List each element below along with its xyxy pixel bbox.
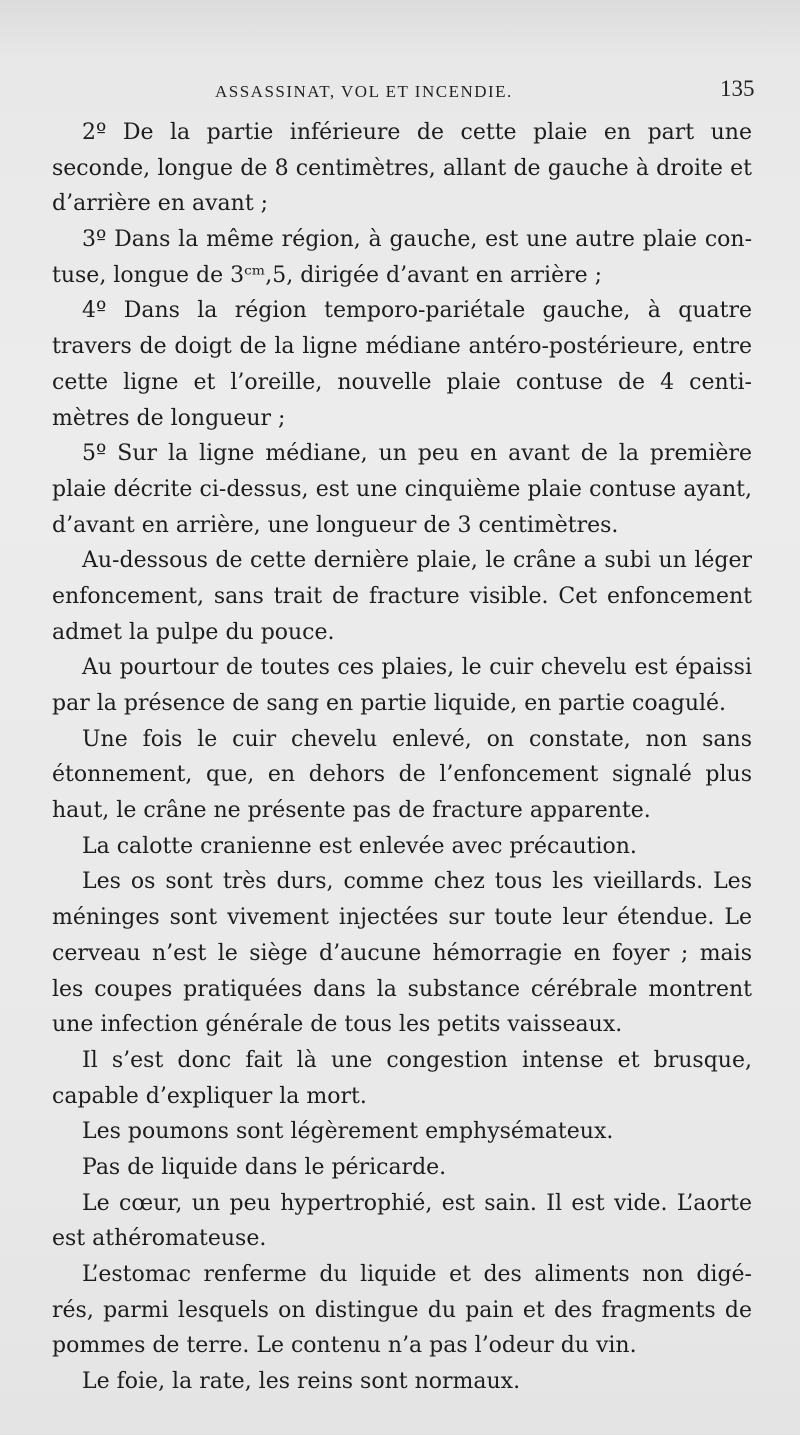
text-line: est athéromateuse. xyxy=(52,1226,267,1252)
text-line: tuse, longue de 3ᶜᵐ,5, dirigée d’avant en arrière ; xyxy=(52,262,603,288)
text-line: cette ligne et l’oreille, nouvelle plaie contuse de 4 centi- xyxy=(52,369,752,395)
text-line: capable d’expliquer la mort. xyxy=(52,1083,367,1109)
text-line: une infection générale de tous les petits vaisseaux. xyxy=(52,1012,623,1038)
text-line: 2º De la partie inférieure de cette plaie en part une xyxy=(82,120,752,145)
page-number: 135 xyxy=(720,76,755,101)
text-line: d’arrière en avant ; xyxy=(52,191,269,217)
text-line: méninges sont vivement injectées sur toute leur étendue. Le xyxy=(52,905,752,931)
text-line: Au pourtour de toutes ces plaies, le cuir chevelu est épaissi xyxy=(82,655,752,681)
running-head: ASSASSINAT, VOL ET INCENDIE. xyxy=(215,82,513,101)
text-line: Le foie, la rate, les reins sont normaux. xyxy=(82,1369,521,1395)
text-line: étonnement, que, en dehors de l’enfoncement signalé plus xyxy=(52,762,752,788)
text-line: par la présence de sang en partie liquide, en partie coagulé. xyxy=(52,691,727,716)
text-line: haut, le crâne ne présente pas de fracture apparente. xyxy=(52,798,651,824)
text-line: admet la pulpe du pouce. xyxy=(52,619,335,645)
text-line: 5º Sur la ligne médiane, un peu en avant de la première xyxy=(82,441,752,467)
text-line: enfoncement, sans trait de fracture visible. Cet enfoncement xyxy=(52,583,752,609)
text-line: Les os sont très durs, comme chez tous les vieillards. Les xyxy=(82,869,752,895)
text-line: travers de doigt de la ligne médiane antéro-postérieure, entre xyxy=(52,334,752,360)
text-line: cerveau n’est le siège d’aucune hémorragie en foyer ; mais xyxy=(52,940,752,966)
text-line: les coupes pratiquées dans la substance cérébrale montrent xyxy=(52,976,752,1002)
text-line: 3º Dans la même région, à gauche, est une autre plaie con- xyxy=(82,227,752,253)
text-line: Il s’est donc fait là une congestion intense et brusque, xyxy=(82,1047,752,1073)
text-line: pommes de terre. Le contenu n’a pas l’odeur du vin. xyxy=(52,1333,637,1359)
text-line: Pas de liquide dans le péricarde. xyxy=(82,1154,447,1180)
text-line: Une fois le cuir chevelu enlevé, on constate, non sans xyxy=(82,726,752,752)
body-text xyxy=(52,115,752,1400)
text-line: rés, parmi lesquels on distingue du pain et des fragments de xyxy=(52,1297,752,1323)
text-line: La calotte cranienne est enlevée avec précaution. xyxy=(82,833,637,859)
text-line: mètres de longueur ; xyxy=(52,405,286,431)
text-line: 4º Dans la région temporo-pariétale gauche, à quatre xyxy=(82,298,752,324)
text-line: seconde, longue de 8 centimètres, allant de gauche à droite et xyxy=(52,155,752,181)
text-line: L’estomac renferme du liquide et des aliments non digé- xyxy=(82,1262,752,1287)
text-line: d’avant en arrière, une longueur de 3 centimètres. xyxy=(52,512,619,538)
text-line: plaie décrite ci-dessus, est une cinquième plaie contuse ayant, xyxy=(52,476,752,502)
text-line: Les poumons sont légèrement emphysémateux. xyxy=(82,1119,614,1145)
text-line: Le cœur, un peu hypertrophié, est sain. Il est vide. L’aorte xyxy=(82,1190,752,1216)
text-line: Au-dessous de cette dernière plaie, le crâne a subi un léger xyxy=(82,548,752,574)
